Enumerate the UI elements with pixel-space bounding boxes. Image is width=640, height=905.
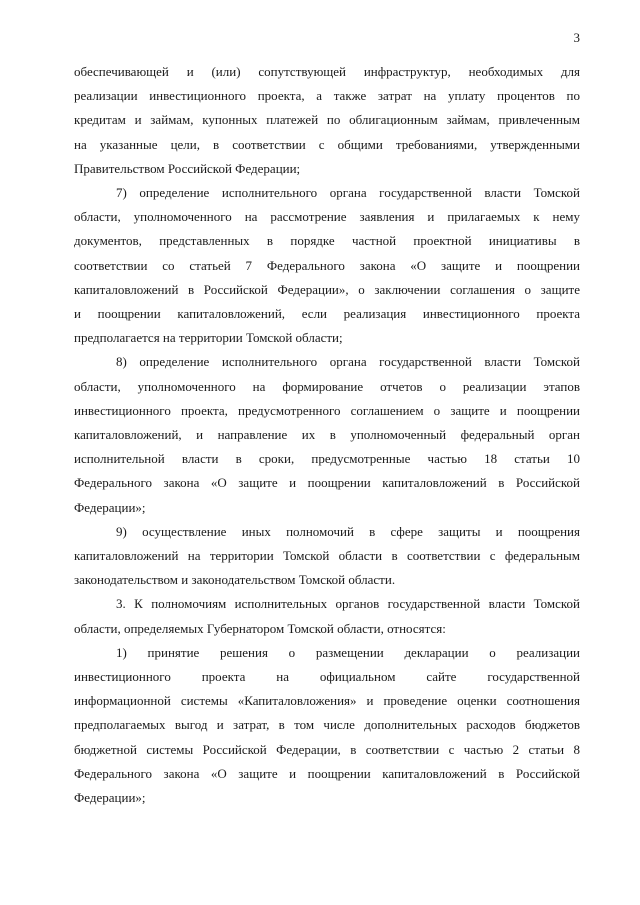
text-line: Федерального закона «О защите и поощрении капиталовложений в Российской [74,475,580,491]
text-line: соответствии со статьей 7 Федерального закона «О защите и поощрении [74,257,580,273]
paragraph [74,60,580,181]
text-line: области, определяемых Губернатором Томской области, относятся: [74,620,446,636]
text-line: 7) определение исполнительного органа государственной власти Томской [116,185,580,201]
text-line: информационной системы «Капиталовложения» и проведение оценки соотношения [74,693,580,709]
text-line: и поощрении капиталовложений, если реализация инвестиционного проекта [74,306,580,322]
text-line: бюджетной системы Российской Федерации, в соответствии с частью 2 статьи 8 [74,741,580,757]
paragraph [74,350,580,519]
text-line: Федерации»; [74,790,146,806]
text-line: 8) определение исполнительного органа государственной власти Томской [116,354,580,370]
text-line: предполагаемых выгод и затрат, в том числе дополнительных расходов бюджетов [74,717,580,733]
text-line: на указанные цели, в соответствии с общими требованиями, утвержденными [74,136,580,152]
text-line: области, уполномоченного на рассмотрение заявления и прилагаемых к нему [74,209,580,225]
text-line: 3. К полномочиям исполнительных органов государственной власти Томской [116,596,580,612]
text-line: Правительством Российской Федерации; [74,160,301,176]
document-body [74,60,580,810]
text-line: Федерального закона «О защите и поощрении капиталовложений в Российской [74,765,580,781]
paragraph [74,181,580,350]
text-line: кредитам и займам, купонных платежей по облигационным займам, привлеченным [74,112,580,128]
text-line: инвестиционного проекта, предусмотренного соглашением о защите и поощрении [74,402,580,418]
text-line: 9) осуществление иных полномочий в сфере защиты и поощрения [116,523,580,539]
text-line: капиталовложений на территории Томской области в соответствии с федеральным [74,548,580,564]
text-line: исполнительной власти в сроки, предусмотренные частью 18 статьи 10 [74,451,580,467]
paragraph [74,520,580,593]
page-number: 3 [573,30,580,45]
text-line: капиталовложений, и направление их в уполномоченный федеральный орган [74,427,580,443]
text-line: Федерации»; [74,499,146,515]
text-line: инвестиционного проекта на официальном сайте государственной [74,669,580,685]
text-line: документов, представленных в порядке частной проектной инициативы в [74,233,580,249]
text-line: капиталовложений в Российской Федерации», о заключении соглашения о защите [74,281,580,297]
text-line: 1) принятие решения о размещении декларации о реализации [116,644,580,660]
text-line: области, уполномоченного на формирование отчетов о реализации этапов [74,378,580,394]
text-line: обеспечивающей и (или) сопутствующей инфраструктур, необходимых для [74,64,580,79]
paragraph [74,592,580,640]
text-line: законодательством и законодательством Томской области. [74,572,396,588]
text-line: предполагается на территории Томской области; [74,330,343,346]
paragraph [74,641,580,810]
text-line: реализации инвестиционного проекта, а также затрат на уплату процентов по [74,88,580,104]
